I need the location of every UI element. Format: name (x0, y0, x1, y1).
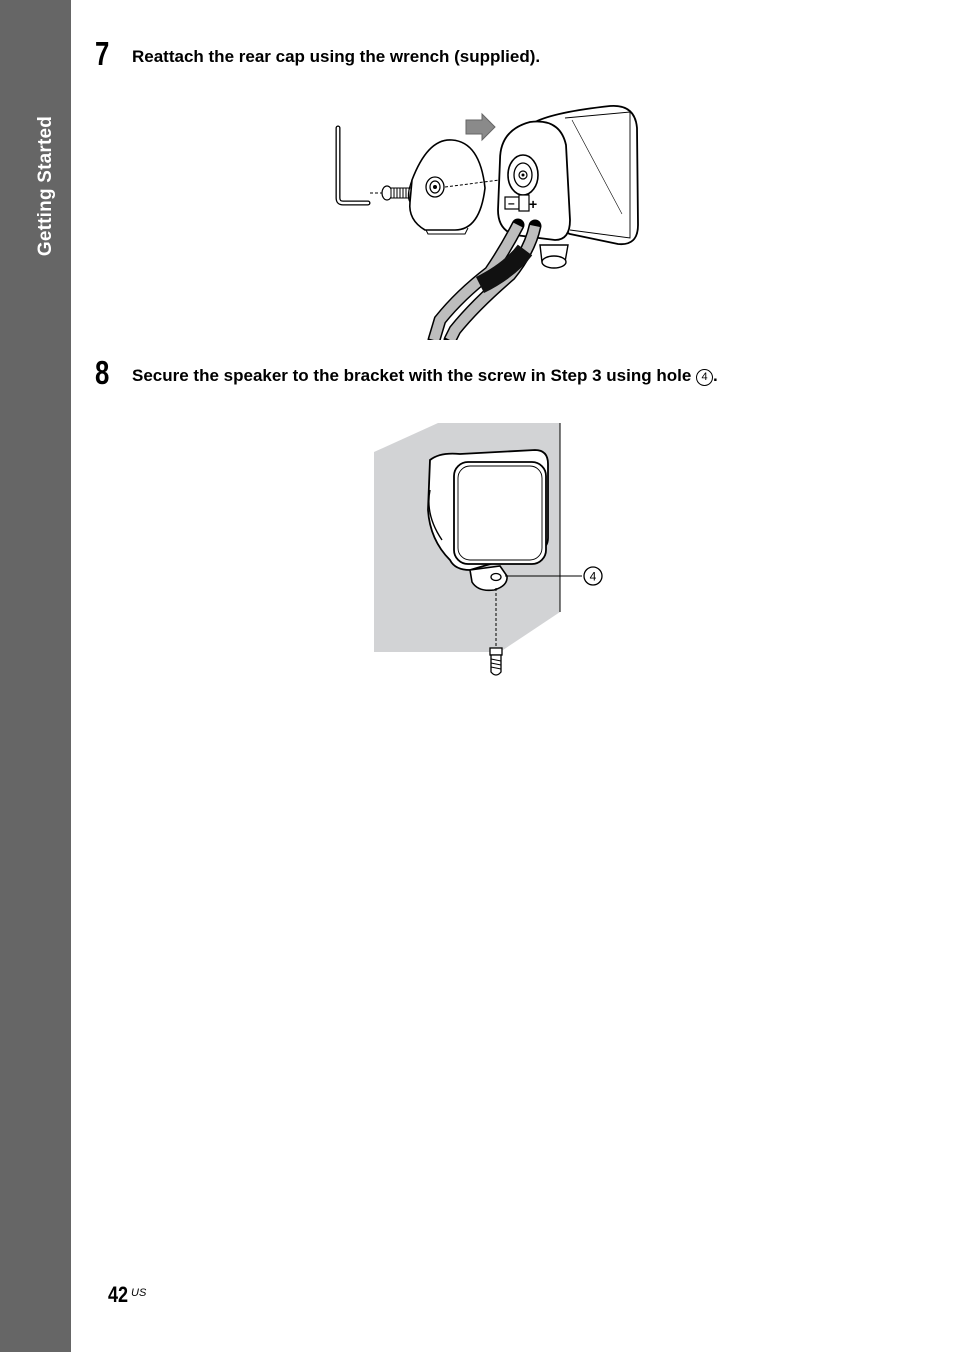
svg-text:+: + (529, 196, 538, 212)
hole-callout: 4 (696, 369, 713, 386)
wrench-icon (338, 128, 368, 203)
step-8-text (132, 366, 718, 386)
step-7-text: Reattach the rear cap using the wrench (supplied). (132, 47, 541, 66)
step-7-number: 7 (95, 35, 110, 72)
page-suffix: US (131, 1287, 147, 1299)
speaker-bracket-mount-diagram-icon (370, 420, 610, 682)
step-8-text-end: . (713, 366, 718, 385)
section-label: Getting Started (35, 115, 56, 257)
hole-callout-label: 4 (589, 569, 597, 584)
page-number: 42 (108, 1282, 129, 1307)
speaker-rear-cap-diagram-icon (330, 100, 650, 340)
section-sidebar (0, 0, 71, 1352)
step-8-number: 8 (95, 354, 110, 391)
direction-arrow-icon (466, 114, 495, 140)
hole-callout-marker (584, 567, 602, 585)
svg-text:–: – (508, 196, 515, 210)
step-8-text-main: Secure the speaker to the bracket with the screw in Step 3 using hole (132, 366, 696, 385)
speaker-cable-icon (434, 225, 535, 340)
speaker-icon (428, 450, 548, 570)
speaker-body-icon (498, 106, 638, 268)
bracket-icon (470, 566, 507, 590)
screw-icon (490, 648, 502, 675)
